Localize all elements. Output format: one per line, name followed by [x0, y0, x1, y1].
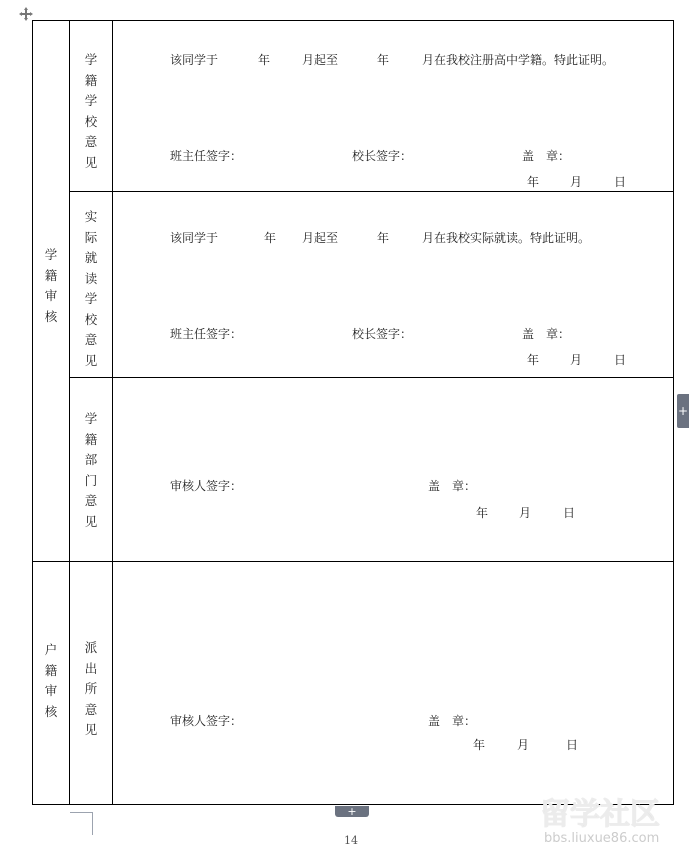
watermark-brand: 留学社区 — [540, 797, 660, 832]
year-from: 年 — [264, 231, 277, 245]
seal-label: 盖 章： — [428, 714, 477, 728]
watermark-url: bbs.liuxue86.com — [544, 831, 660, 846]
certify-text-end: 月在我校注册高中学籍。特此证明。 — [422, 53, 615, 67]
date-month: 月 — [570, 175, 583, 189]
date-year: 年 — [527, 353, 540, 367]
principal-signature-label: 校长签字： — [352, 149, 413, 163]
homeroom-teacher-signature-label: 班主任签字： — [170, 327, 243, 341]
year-to: 年 — [377, 53, 390, 67]
row-label-registration-school: 学籍学校意见 — [84, 52, 98, 170]
page-number: 14 — [344, 834, 358, 847]
add-row-handle-icon[interactable]: + — [335, 806, 369, 817]
homeroom-teacher-signature-label: 班主任签字： — [170, 149, 243, 163]
date-year: 年 — [473, 738, 486, 752]
row-label-police-station: 派出所意见 — [84, 640, 98, 737]
date-month: 月 — [517, 738, 530, 752]
seal-label: 盖 章： — [428, 479, 477, 493]
month-from: 月起至 — [302, 53, 339, 67]
date-day: 日 — [614, 353, 627, 367]
date-month: 月 — [570, 353, 583, 367]
certify-text-start: 该同学于 — [170, 53, 219, 67]
row-label-registry-department: 学籍部门意见 — [84, 411, 98, 529]
group-label-household-registration: 户籍审核 — [44, 642, 58, 719]
certify-text-end: 月在我校实际就读。特此证明。 — [422, 231, 591, 245]
seal-label: 盖 章： — [522, 327, 571, 341]
reviewer-signature-label: 审核人签字： — [170, 479, 243, 493]
date-year: 年 — [476, 506, 489, 520]
date-day: 日 — [563, 506, 576, 520]
year-from: 年 — [258, 53, 271, 67]
certify-text-start: 该同学于 — [170, 231, 219, 245]
date-year: 年 — [527, 175, 540, 189]
date-month: 月 — [519, 506, 532, 520]
page-corner-mark — [70, 812, 93, 835]
group-label-student-status: 学籍审核 — [44, 247, 58, 324]
row-label-actual-school: 实际就读学校意见 — [84, 209, 98, 368]
date-day: 日 — [614, 175, 627, 189]
watermark-logo — [536, 790, 692, 846]
year-to: 年 — [377, 231, 390, 245]
month-from: 月起至 — [302, 231, 339, 245]
reviewer-signature-label: 审核人签字： — [170, 714, 243, 728]
add-column-handle-icon[interactable]: + — [677, 394, 689, 428]
date-day: 日 — [566, 738, 579, 752]
principal-signature-label: 校长签字： — [352, 327, 413, 341]
seal-label: 盖 章： — [522, 149, 571, 163]
